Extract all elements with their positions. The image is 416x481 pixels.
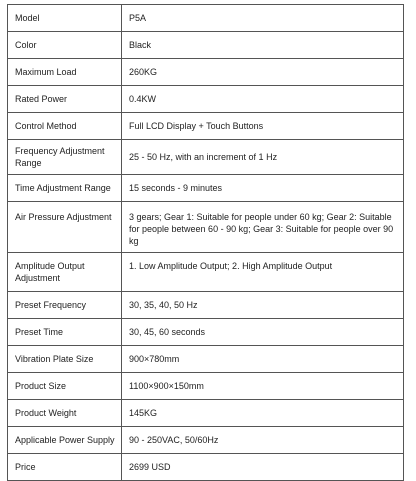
spec-value: P5A: [129, 13, 147, 23]
spec-label: Preset Time: [15, 327, 64, 337]
spec-value-cell: [122, 292, 404, 319]
spec-label-cell: [8, 400, 122, 427]
spec-label-cell: [8, 202, 122, 253]
spec-value-cell: [122, 454, 404, 481]
spec-label: Preset Frequency: [15, 300, 87, 310]
table-row: [8, 5, 404, 32]
spec-value: 15 seconds - 9 minutes: [129, 183, 223, 193]
spec-value-cell: [122, 373, 404, 400]
table-row: [8, 202, 404, 253]
spec-label: Price: [15, 462, 36, 472]
spec-table: [7, 4, 404, 481]
spec-label-cell: [8, 5, 122, 32]
spec-value: 260KG: [129, 67, 158, 77]
spec-label: Vibration Plate Size: [15, 354, 94, 364]
table-row: [8, 400, 404, 427]
spec-value-cell: [122, 113, 404, 140]
spec-label-cell: [8, 86, 122, 113]
spec-label: Color: [15, 40, 37, 50]
spec-value: Black: [129, 40, 152, 50]
spec-label-cell: [8, 32, 122, 59]
spec-label: Control Method: [15, 121, 77, 131]
spec-value: 3 gears; Gear 1: Suitable for people under 60 kg; Gear 2: Suitable for people between 60 - 90 kg; Gear 3: Suitable for people over 90 kg: [129, 212, 394, 246]
spec-value-cell: [122, 346, 404, 373]
spec-label-cell: [8, 454, 122, 481]
spec-value: 25 - 50 Hz, with an increment of 1 Hz: [129, 152, 278, 162]
spec-label-cell: [8, 140, 122, 175]
table-row: [8, 59, 404, 86]
spec-value-cell: [122, 59, 404, 86]
spec-value: 30, 35, 40, 50 Hz: [129, 300, 198, 310]
spec-value-cell: [122, 202, 404, 253]
spec-label-cell: [8, 292, 122, 319]
spec-label: Frequency Adjustment Range: [15, 146, 105, 168]
table-row: [8, 113, 404, 140]
spec-label: Time Adjustment Range: [15, 183, 111, 193]
spec-label: Rated Power: [15, 94, 68, 104]
table-row: [8, 454, 404, 481]
spec-label-cell: [8, 427, 122, 454]
spec-label-cell: [8, 373, 122, 400]
spec-label-cell: [8, 175, 122, 202]
spec-label-cell: [8, 59, 122, 86]
spec-label: Product Weight: [15, 408, 77, 418]
spec-label: Model: [15, 13, 40, 23]
spec-value: Full LCD Display + Touch Buttons: [129, 121, 264, 131]
table-row: [8, 32, 404, 59]
table-row: [8, 292, 404, 319]
table-row: [8, 86, 404, 113]
spec-value: 145KG: [129, 408, 158, 418]
spec-value-cell: [122, 175, 404, 202]
spec-value: 1100×900×150mm: [129, 381, 204, 391]
table-row: [8, 140, 404, 175]
spec-value: 0.4KW: [129, 94, 157, 104]
table-row: [8, 346, 404, 373]
spec-label-cell: [8, 346, 122, 373]
spec-label: Applicable Power Supply: [15, 435, 115, 445]
table-row: [8, 373, 404, 400]
spec-value-cell: [122, 86, 404, 113]
spec-value-cell: [122, 400, 404, 427]
table-row: [8, 175, 404, 202]
spec-value-cell: [122, 32, 404, 59]
spec-label: Product Size: [15, 381, 67, 391]
table-row: [8, 319, 404, 346]
spec-value-cell: [122, 319, 404, 346]
spec-value-cell: [122, 427, 404, 454]
spec-value-cell: [122, 5, 404, 32]
spec-value-cell: [122, 140, 404, 175]
spec-label-cell: [8, 253, 122, 292]
spec-value: 90 - 250VAC, 50/60Hz: [129, 435, 219, 445]
spec-value: 2699 USD: [129, 462, 171, 472]
spec-value: 900×780mm: [129, 354, 180, 364]
spec-label-cell: [8, 113, 122, 140]
table-row: [8, 427, 404, 454]
spec-label-cell: [8, 319, 122, 346]
spec-value: 1. Low Amplitude Output; 2. High Amplitude Output: [129, 261, 333, 271]
spec-label: Maximum Load: [15, 67, 77, 77]
spec-value: 30, 45, 60 seconds: [129, 327, 206, 337]
spec-label: Amplitude Output Adjustment: [15, 261, 85, 283]
spec-label: Air Pressure Adjustment: [15, 212, 112, 222]
table-row: [8, 253, 404, 292]
spec-value-cell: [122, 253, 404, 292]
